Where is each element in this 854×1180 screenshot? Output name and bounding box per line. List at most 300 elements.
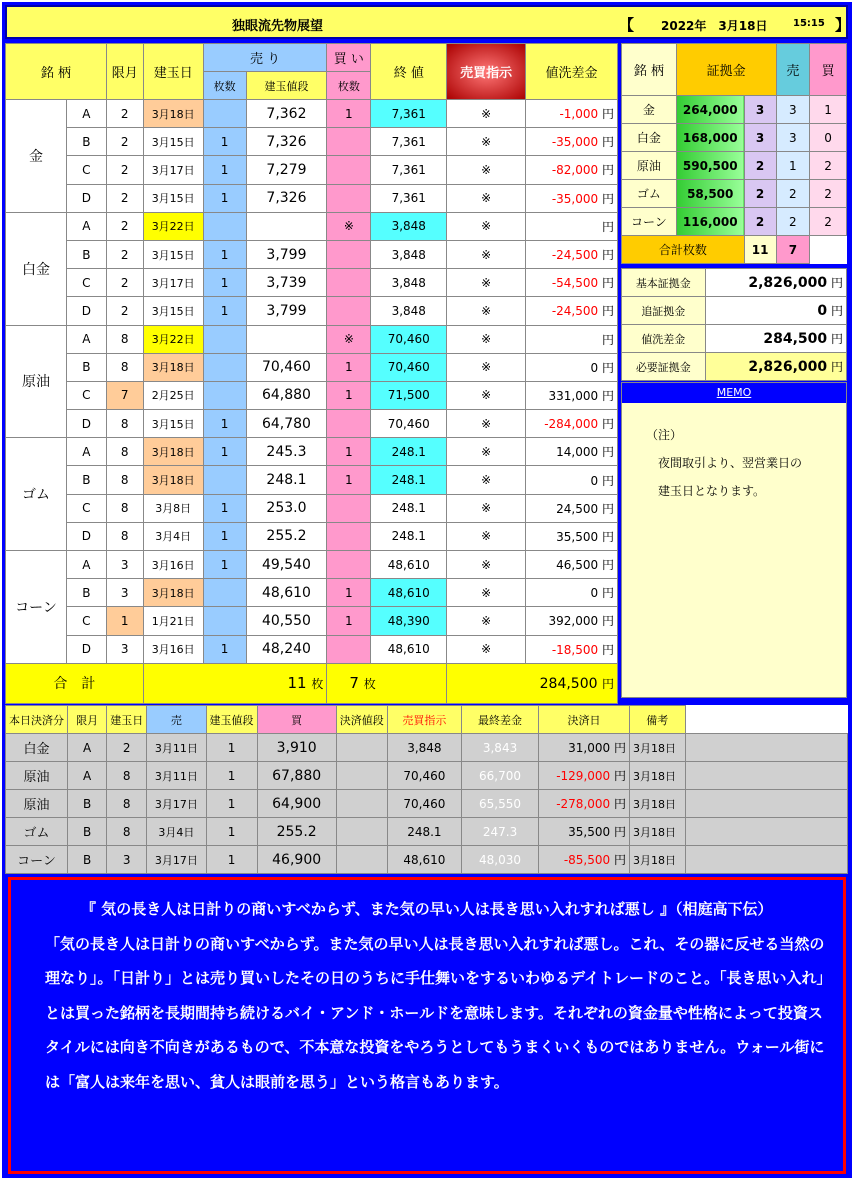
diff-value: 0 (590, 586, 599, 601)
margin-buy: 0 (810, 124, 847, 152)
summary-amount: 2,826,000 (748, 359, 828, 375)
diff-value: 0 (590, 360, 599, 375)
position-row (6, 410, 618, 438)
position-month: 2 (106, 100, 143, 128)
buy-count: 1 (327, 466, 371, 494)
open-price: 7,326 (246, 128, 327, 156)
position-key: B (66, 353, 106, 381)
close-price: 71,500 (371, 381, 447, 409)
settle-sell: 1 (206, 818, 257, 846)
settle-close: 3,848 (387, 734, 461, 762)
valuation-diff (526, 635, 618, 663)
diff-value: 0 (590, 473, 599, 488)
proverb-title: 『 気の長き人は日計りの商いすべからず、また気の早い人は長き思い入れすれば悪し 』（相庭高下伝） (81, 900, 773, 918)
position-row (6, 522, 618, 550)
margin-amount: 116,000 (676, 208, 744, 236)
margin-sell: 3 (776, 124, 810, 152)
valuation-diff (526, 269, 618, 297)
summary-label: 追証拠金 (622, 297, 706, 325)
valuation-diff (526, 325, 618, 353)
settle-date: 3月11日 (147, 734, 206, 762)
close-price: 248.1 (371, 494, 447, 522)
settle-day: 3月18日 (630, 818, 686, 846)
buy-count: 1 (327, 438, 371, 466)
buy-count: 1 (327, 100, 371, 128)
margin-brand: ゴム (622, 180, 677, 208)
valuation-diff (526, 410, 618, 438)
summary-amount: 2,826,000 (748, 275, 828, 291)
margin-col-amount: 証拠金 (676, 44, 776, 96)
settle-row (6, 734, 848, 762)
settle-diff (539, 790, 630, 818)
margin-col-brand: 銘 柄 (622, 44, 677, 96)
settle-col-9: 決済日 (539, 706, 630, 734)
settle-price: 3,910 (257, 734, 336, 762)
valuation-diff (526, 100, 618, 128)
sell-count: 1 (203, 240, 246, 268)
total-buy: 7 (349, 674, 359, 693)
open-price: 48,610 (246, 579, 327, 607)
margin-count: 3 (744, 96, 776, 124)
open-price: 3,739 (246, 269, 327, 297)
sell-count: 1 (203, 269, 246, 297)
diff-yen: 円 (601, 388, 614, 403)
buy-count (327, 551, 371, 579)
position-date: 3月15日 (143, 128, 203, 156)
settle-key: B (68, 818, 107, 846)
settle-brand: ゴム (6, 818, 68, 846)
settle-note (685, 762, 847, 790)
position-row (6, 100, 618, 128)
proverb-box (8, 877, 846, 1174)
total-buy-unit: 枚 (363, 677, 376, 692)
position-row (6, 212, 618, 240)
position-key: C (66, 607, 106, 635)
diff-yen: 円 (601, 642, 614, 657)
summary-label: 基本証拠金 (622, 269, 706, 297)
close-price: 70,460 (371, 325, 447, 353)
settle-sell: 1 (206, 762, 257, 790)
position-key: C (66, 494, 106, 522)
report-date: 2022年 3月18日 (661, 19, 768, 33)
valuation-diff (526, 522, 618, 550)
total-label: 合 計 (6, 663, 144, 703)
settle-close: 248.1 (387, 818, 461, 846)
position-month: 8 (106, 410, 143, 438)
margin-buy: 2 (810, 208, 847, 236)
position-month: 8 (106, 494, 143, 522)
buy-count: 1 (327, 353, 371, 381)
open-price: 3,799 (246, 297, 327, 325)
diff-value: 24,500 (556, 501, 599, 516)
position-key: D (66, 297, 106, 325)
total-count-label: 合計枚数 (622, 236, 745, 264)
brand-name: 原油 (6, 325, 67, 438)
settle-price: 67,880 (257, 762, 336, 790)
open-price: 245.3 (246, 438, 327, 466)
date-bracket-close: 】 (835, 16, 851, 34)
margin-brand: 原油 (622, 152, 677, 180)
open-price: 3,799 (246, 240, 327, 268)
open-price: 253.0 (246, 494, 327, 522)
col-diff: 値洗差金 (526, 44, 618, 100)
position-month: 8 (106, 438, 143, 466)
diff-yen: 円 (601, 304, 614, 319)
valuation-diff (526, 466, 618, 494)
brand-name: コーン (6, 551, 67, 664)
position-row (6, 494, 618, 522)
settle-diff-value: -278,000 (556, 797, 611, 811)
brand-name: 金 (6, 100, 67, 213)
valuation-diff (526, 579, 618, 607)
settle-month: 8 (107, 790, 147, 818)
summary-row (622, 325, 847, 353)
summary-amount: 284,500 (763, 331, 828, 347)
settle-close: 70,460 (387, 762, 461, 790)
buy-count (327, 269, 371, 297)
col-month: 限月 (106, 44, 143, 100)
settle-sell: 1 (206, 846, 257, 874)
settle-key: A (68, 762, 107, 790)
diff-yen: 円 (601, 135, 614, 150)
sell-count: 1 (203, 156, 246, 184)
settle-row (6, 846, 848, 874)
sell-count: 1 (203, 410, 246, 438)
margin-count: 3 (744, 124, 776, 152)
instruction: ※ (447, 269, 526, 297)
position-key: D (66, 635, 106, 663)
position-month: 3 (106, 635, 143, 663)
settle-key: B (68, 846, 107, 874)
position-row (6, 466, 618, 494)
position-row (6, 297, 618, 325)
position-row (6, 325, 618, 353)
close-price: 48,390 (371, 607, 447, 635)
diff-yen: 円 (601, 473, 614, 488)
position-row (6, 635, 618, 663)
diff-yen: 円 (601, 445, 614, 460)
diff-value: -284,000 (544, 417, 599, 432)
sell-count: 1 (203, 635, 246, 663)
settle-buy (336, 762, 387, 790)
memo-line: 夜間取引より、翌営業日の (646, 456, 803, 470)
position-month: 3 (106, 551, 143, 579)
instruction: ※ (447, 522, 526, 550)
total-count-sell: 11 (744, 236, 776, 264)
sell-count: 1 (203, 438, 246, 466)
position-row (6, 381, 618, 409)
settle-yen: 円 (613, 741, 626, 755)
date-bracket-open: 【 (619, 16, 635, 34)
settle-instruction: 247.3 (462, 818, 539, 846)
settle-month: 2 (107, 734, 147, 762)
position-key: B (66, 466, 106, 494)
open-price: 7,326 (246, 184, 327, 212)
diff-yen: 円 (601, 558, 614, 573)
close-price: 48,610 (371, 579, 447, 607)
instruction: ※ (447, 579, 526, 607)
col-buy-count: 枚数 (327, 72, 371, 100)
buy-count (327, 128, 371, 156)
buy-count: 1 (327, 381, 371, 409)
position-month: 2 (106, 212, 143, 240)
valuation-diff (526, 551, 618, 579)
position-key: D (66, 184, 106, 212)
close-price: 3,848 (371, 269, 447, 297)
memo-line: 建玉日となります。 (646, 484, 766, 498)
diff-value: -35,000 (551, 191, 599, 206)
diff-value: 14,000 (556, 445, 599, 460)
open-price: 40,550 (246, 607, 327, 635)
position-date: 2月25日 (143, 381, 203, 409)
open-price: 64,880 (246, 381, 327, 409)
settle-col-3: 売 (147, 706, 206, 734)
settle-price: 255.2 (257, 818, 336, 846)
position-row (6, 438, 618, 466)
settle-key: B (68, 790, 107, 818)
buy-count: ※ (327, 212, 371, 240)
instruction: ※ (447, 297, 526, 325)
margin-amount: 590,500 (676, 152, 744, 180)
open-price: 48,240 (246, 635, 327, 663)
instruction: ※ (447, 494, 526, 522)
close-price: 7,361 (371, 156, 447, 184)
buy-count (327, 184, 371, 212)
margin-buy: 2 (810, 180, 847, 208)
diff-yen: 円 (601, 276, 614, 291)
margin-col-sell: 売 (776, 44, 810, 96)
settlement-table (5, 705, 848, 874)
margin-count: 2 (744, 180, 776, 208)
settle-day: 3月18日 (630, 734, 686, 762)
position-date: 3月4日 (143, 522, 203, 550)
total-yen: 円 (601, 676, 614, 691)
report-time: 15:15 (793, 18, 825, 29)
summary-row (622, 269, 847, 297)
diff-yen: 円 (601, 191, 614, 206)
position-month: 8 (106, 466, 143, 494)
position-month: 7 (106, 381, 143, 409)
settle-month: 8 (107, 818, 147, 846)
summary-value (705, 269, 846, 297)
close-price: 48,610 (371, 635, 447, 663)
buy-count (327, 635, 371, 663)
valuation-diff (526, 212, 618, 240)
diff-value: -82,000 (551, 163, 599, 178)
position-row (6, 607, 618, 635)
settle-buy (336, 846, 387, 874)
diff-value: -24,500 (551, 304, 599, 319)
open-price: 248.1 (246, 466, 327, 494)
close-price: 3,848 (371, 297, 447, 325)
settle-close: 48,610 (387, 846, 461, 874)
settle-month: 3 (107, 846, 147, 874)
settle-instruction: 48,030 (462, 846, 539, 874)
diff-value: -24,500 (551, 248, 599, 263)
settle-diff-value: 31,000 (568, 741, 611, 755)
summary-yen: 円 (830, 276, 843, 290)
instruction: ※ (447, 635, 526, 663)
margin-buy: 2 (810, 152, 847, 180)
summary-yen: 円 (830, 332, 843, 346)
diff-value: -54,500 (551, 276, 599, 291)
position-month: 2 (106, 128, 143, 156)
sell-count (203, 212, 246, 240)
open-price: 70,460 (246, 353, 327, 381)
settle-yen: 円 (613, 825, 626, 839)
position-month: 3 (106, 579, 143, 607)
col-date: 建玉日 (143, 44, 203, 100)
settle-diff (539, 762, 630, 790)
margin-sell: 2 (776, 180, 810, 208)
sell-count: 1 (203, 297, 246, 325)
position-key: D (66, 410, 106, 438)
diff-yen: 円 (601, 332, 614, 347)
position-date: 3月15日 (143, 240, 203, 268)
settle-note (685, 790, 847, 818)
buy-count (327, 156, 371, 184)
diff-yen: 円 (601, 586, 614, 601)
buy-count: 1 (327, 579, 371, 607)
settle-instruction: 65,550 (462, 790, 539, 818)
instruction: ※ (447, 325, 526, 353)
margin-amount: 58,500 (676, 180, 744, 208)
valuation-diff (526, 240, 618, 268)
position-key: C (66, 381, 106, 409)
settle-close: 70,460 (387, 790, 461, 818)
valuation-diff (526, 494, 618, 522)
settle-instruction: 3,843 (462, 734, 539, 762)
margin-count: 2 (744, 152, 776, 180)
instruction: ※ (447, 466, 526, 494)
position-row (6, 269, 618, 297)
position-row (6, 184, 618, 212)
position-row (6, 551, 618, 579)
diff-yen: 円 (601, 529, 614, 544)
position-key: A (66, 438, 106, 466)
settle-row (6, 818, 848, 846)
close-price: 70,460 (371, 410, 447, 438)
settle-col-6: 決済値段 (336, 706, 387, 734)
settle-yen: 円 (613, 853, 626, 867)
position-date: 3月22日 (143, 325, 203, 353)
margin-sell: 2 (776, 208, 810, 236)
position-key: A (66, 551, 106, 579)
position-key: B (66, 128, 106, 156)
position-date: 3月22日 (143, 212, 203, 240)
settle-col-10: 備考 (630, 706, 686, 734)
settle-date: 3月11日 (147, 762, 206, 790)
margin-col-buy: 買 (810, 44, 847, 96)
buy-count (327, 494, 371, 522)
position-row (6, 128, 618, 156)
instruction: ※ (447, 607, 526, 635)
instruction: ※ (447, 156, 526, 184)
margin-brand: コーン (622, 208, 677, 236)
summary-yen: 円 (830, 304, 843, 318)
diff-yen: 円 (601, 417, 614, 432)
margin-sell: 1 (776, 152, 810, 180)
position-key: B (66, 240, 106, 268)
settle-col-1: 限月 (68, 706, 107, 734)
instruction: ※ (447, 551, 526, 579)
settle-price: 46,900 (257, 846, 336, 874)
position-row (6, 579, 618, 607)
summary-amount: 0 (817, 303, 828, 319)
settle-day: 3月18日 (630, 790, 686, 818)
buy-count (327, 410, 371, 438)
valuation-diff (526, 156, 618, 184)
settle-diff-value: 35,500 (568, 825, 611, 839)
margin-amount: 168,000 (676, 124, 744, 152)
settle-diff-value: -85,500 (563, 853, 611, 867)
position-date: 1月21日 (143, 607, 203, 635)
margin-count: 2 (744, 208, 776, 236)
valuation-diff (526, 297, 618, 325)
position-date: 3月15日 (143, 410, 203, 438)
header-bar (5, 5, 851, 39)
settle-brand: コーン (6, 846, 68, 874)
summary-row (622, 297, 847, 325)
margin-sell: 3 (776, 96, 810, 124)
position-date: 3月18日 (143, 466, 203, 494)
memo-title: MEMO (622, 383, 846, 403)
position-date: 3月17日 (143, 269, 203, 297)
position-key: A (66, 325, 106, 353)
diff-yen: 円 (601, 107, 614, 122)
open-price (246, 325, 327, 353)
buy-count (327, 240, 371, 268)
position-date: 3月18日 (143, 353, 203, 381)
settle-date: 3月4日 (147, 818, 206, 846)
settle-brand: 白金 (6, 734, 68, 762)
memo-line: （注） (646, 428, 683, 442)
close-price: 7,361 (371, 128, 447, 156)
valuation-diff (526, 353, 618, 381)
position-month: 2 (106, 156, 143, 184)
sell-count (203, 325, 246, 353)
position-key: D (66, 522, 106, 550)
open-price: 64,780 (246, 410, 327, 438)
margin-amount: 264,000 (676, 96, 744, 124)
summary-row (622, 353, 847, 381)
open-price: 7,279 (246, 156, 327, 184)
settle-diff (539, 734, 630, 762)
settle-date: 3月17日 (147, 790, 206, 818)
open-price (246, 212, 327, 240)
sell-count (203, 607, 246, 635)
valuation-diff (526, 184, 618, 212)
position-key: B (66, 579, 106, 607)
memo-panel (621, 382, 847, 698)
settle-date: 3月17日 (147, 846, 206, 874)
settle-diff (539, 846, 630, 874)
position-date: 3月18日 (143, 438, 203, 466)
diff-value: 46,500 (556, 558, 599, 573)
settle-buy (336, 790, 387, 818)
margin-row (622, 124, 847, 152)
settle-note (685, 734, 847, 762)
position-month: 8 (106, 325, 143, 353)
position-month: 2 (106, 297, 143, 325)
close-price: 7,361 (371, 184, 447, 212)
brand-name: 白金 (6, 212, 67, 325)
margin-row (622, 208, 847, 236)
diff-yen: 円 (601, 163, 614, 178)
instruction: ※ (447, 184, 526, 212)
open-price: 49,540 (246, 551, 327, 579)
sell-count: 1 (203, 551, 246, 579)
